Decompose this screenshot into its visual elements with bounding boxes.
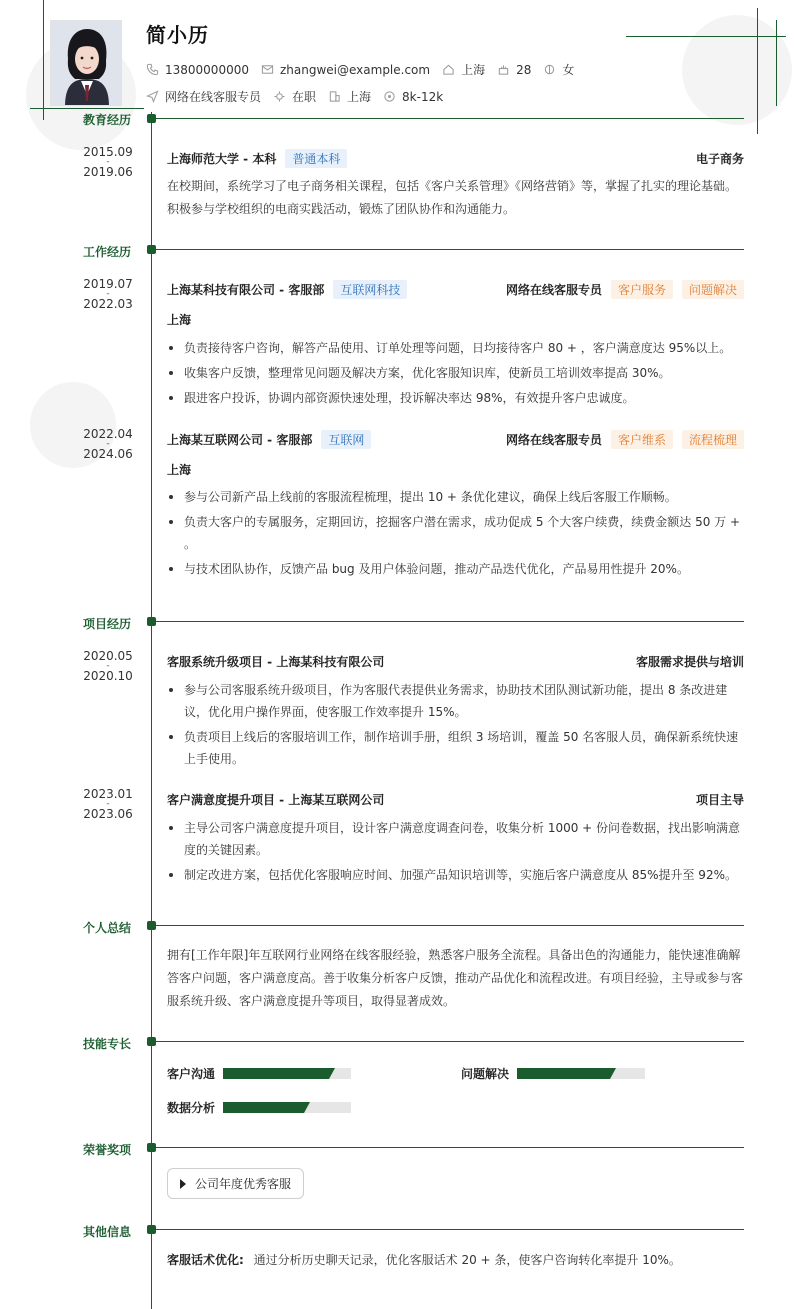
list-item: 负责大客户的专属服务，定期回访，挖掘客户潜在需求，成功促成 5 个大客户续费，续费金额达 50 万 + 。	[167, 511, 744, 555]
list-item: 主导公司客户满意度提升项目，设计客户满意度调查问卷，收集分析 1000 + 份问卷数据，找出影响满意度的关键因素。	[167, 817, 744, 861]
skill-tag: 客户维系	[611, 430, 673, 449]
date-dash: -	[106, 289, 110, 299]
other-info	[167, 1249, 744, 1272]
major: 电子商务	[695, 152, 744, 166]
age-icon	[497, 63, 510, 76]
list-item: 收集客户反馈，整理常见问题及解决方案，优化客服知识库，使新员工培训效率提高 30%。	[167, 362, 744, 384]
target-city-text: 上海	[347, 90, 372, 104]
decor-line	[30, 108, 144, 109]
other-text: 通过分析历史聊天记录，优化客服话术 20 + 条，使客户咨询转化率提升 10%。	[253, 1253, 681, 1267]
date-range	[77, 788, 139, 820]
home-icon	[442, 63, 455, 76]
section-title-other: 其他信息	[83, 1225, 132, 1239]
date-start: 2019.07	[83, 277, 133, 291]
section-title-work: 工作经历	[83, 245, 132, 259]
section-marker	[147, 1225, 156, 1234]
phone-text: 13800000000	[165, 62, 249, 77]
list-item: 参与公司新产品上线前的客服流程梳理，提出 10 + 条优化建议，确保上线后客服工作顺畅。	[167, 486, 744, 508]
list-item: 与技术团队协作，反馈产品 bug 及用户体验问题，推动产品迭代优化，产品易用性提升 20%。	[167, 558, 744, 580]
skill-name: 客户沟通	[167, 1067, 216, 1081]
project-name: 客户满意度提升项目 - 上海某互联网公司	[167, 793, 385, 807]
project-details	[167, 817, 744, 889]
intent-row	[146, 88, 455, 105]
school-name: 上海师范大学 - 本科	[167, 152, 277, 166]
skill-name: 问题解决	[461, 1067, 510, 1081]
project-role: 项目主导	[695, 793, 744, 807]
salary-item	[383, 90, 443, 104]
skill-name: 数据分析	[167, 1101, 216, 1115]
send-icon	[146, 90, 159, 103]
date-end: 2019.06	[83, 165, 133, 179]
salary-text: 8k-12k	[402, 89, 444, 104]
date-range	[77, 278, 139, 310]
section-marker	[147, 245, 156, 254]
job-position: 网络在线客服专员	[505, 433, 602, 447]
project-header	[167, 791, 744, 808]
list-item: 参与公司客服系统升级项目，作为客服代表提供业务需求，协助技术团队测试新功能，提出 8 条改进建议，优化用户操作界面，使客服工作效率提升 15%。	[167, 679, 744, 723]
summary-text: 拥有[工作年限]年互联网行业网络在线客服经验，熟悉客户服务全流程。具备出色的沟通能力，能快速准确解答客户问题，客户满意度高。善于收集分析客户反馈，推动产品优化和流程改进。有项目经验，主导或参与客服系统升级、客户满意度提升等项目，取得显著成效。	[167, 948, 744, 1008]
job-duties	[167, 486, 744, 583]
date-dash: -	[106, 439, 110, 449]
project-name: 客服系统升级项目 - 上海某科技有限公司	[167, 655, 385, 669]
decor-line	[43, 0, 44, 120]
job-location: 上海	[167, 313, 192, 327]
project-header	[167, 653, 744, 670]
target-job-text: 网络在线客服专员	[165, 90, 262, 104]
company-name: 上海某科技有限公司 - 客服部	[167, 283, 325, 297]
section-title-projects: 项目经历	[83, 617, 132, 631]
age-item	[497, 63, 531, 77]
list-item: 负责项目上线后的客服培训工作，制作培训手册，组织 3 场培训，覆盖 50 名客服人员，确保新系统快速上手使用。	[167, 726, 744, 770]
job-location: 上海	[167, 463, 192, 477]
skill-bar	[223, 1068, 351, 1079]
city-item	[442, 61, 485, 78]
date-range	[77, 428, 139, 460]
education-description: 在校期间，系统学习了电子商务相关课程，包括《客户关系管理》《网络营销》等，掌握了扎实的理论基础。积极参与学校组织的电商实践活动，锻炼了团队协作和沟通能力。	[167, 179, 738, 216]
section-divider	[156, 1229, 744, 1230]
skill-bar-fill	[517, 1068, 610, 1079]
status-item	[273, 88, 316, 105]
date-dash: -	[106, 799, 110, 809]
list-item: 跟进客户投诉，协调内部资源快速处理，投诉解决率达 98%，有效提升客户忠诚度。	[167, 387, 744, 409]
section-marker	[147, 1037, 156, 1046]
job-header	[167, 280, 744, 299]
skill-item	[167, 1099, 351, 1116]
decor-line	[757, 8, 758, 134]
date-end: 2024.06	[83, 447, 133, 461]
section-divider	[156, 118, 744, 119]
section-divider	[156, 925, 744, 926]
gender-item	[543, 61, 574, 78]
skill-item	[461, 1065, 645, 1082]
candidate-name: 简小历	[146, 23, 209, 47]
skill-tag: 问题解决	[682, 280, 744, 299]
avatar	[50, 20, 122, 106]
section-title-honors: 荣誉奖项	[83, 1143, 132, 1157]
date-start: 2022.04	[83, 427, 133, 441]
education-header	[167, 149, 744, 168]
salary-icon	[383, 90, 396, 103]
date-start: 2023.01	[83, 787, 133, 801]
date-range	[77, 650, 139, 682]
age-text: 28	[516, 62, 532, 77]
list-item: 负责接待客户咨询，解答产品使用、订单处理等问题，日均接待客户 80 + ，客户满意度达 95%以上。	[167, 337, 744, 359]
skill-item	[167, 1065, 351, 1082]
decor-line	[776, 20, 777, 106]
timeline-line	[151, 112, 152, 1309]
date-end: 2023.06	[83, 807, 133, 821]
project-details	[167, 679, 744, 773]
section-divider	[156, 249, 744, 250]
section-marker	[147, 1143, 156, 1152]
degree-tag: 普通本科	[285, 149, 347, 168]
section-marker	[147, 617, 156, 626]
company-name: 上海某互联网公司 - 客服部	[167, 433, 313, 447]
status-icon	[273, 90, 286, 103]
city-text: 上海	[461, 63, 486, 77]
target-job-item	[146, 88, 261, 105]
job-header	[167, 430, 744, 449]
project-role: 客服需求提供与培训	[635, 655, 744, 669]
gender-text: 女	[562, 63, 575, 77]
date-start: 2020.05	[83, 649, 133, 663]
award-badge	[167, 1168, 304, 1199]
date-start: 2015.09	[83, 145, 133, 159]
email-item	[261, 63, 430, 77]
building-icon	[328, 90, 341, 103]
date-range	[77, 146, 139, 178]
section-divider	[156, 621, 744, 622]
list-item: 制定改进方案，包括优化客服响应时间、加强产品知识培训等，实施后客户满意度从 85%提升至 92%。	[167, 864, 744, 886]
skill-bar-fill	[223, 1102, 304, 1113]
email-text: zhangwei@example.com	[279, 62, 431, 77]
other-label: 客服话术优化:	[167, 1253, 244, 1267]
skill-bar-fill	[223, 1068, 329, 1079]
date-end: 2022.03	[83, 297, 133, 311]
skill-bar	[517, 1068, 645, 1079]
section-divider	[156, 1041, 744, 1042]
contact-row	[146, 61, 586, 78]
job-position: 网络在线客服专员	[505, 283, 602, 297]
date-dash: -	[106, 157, 110, 167]
phone-item	[146, 63, 249, 77]
status-text: 在职	[292, 90, 317, 104]
gender-icon	[543, 63, 556, 76]
industry-tag: 互联网科技	[333, 280, 407, 299]
email-icon	[261, 63, 274, 76]
skill-tag: 客户服务	[611, 280, 673, 299]
job-duties	[167, 337, 744, 412]
triangle-icon	[180, 1179, 186, 1189]
section-title-summary: 个人总结	[83, 921, 132, 935]
skill-bar	[223, 1102, 351, 1113]
phone-icon	[146, 63, 159, 76]
award-name: 公司年度优秀客服	[195, 1177, 292, 1191]
section-divider	[156, 1147, 744, 1148]
skill-tag: 流程梳理	[682, 430, 744, 449]
section-title-skills: 技能专长	[83, 1037, 132, 1051]
date-end: 2020.10	[83, 669, 133, 683]
target-city-item	[328, 88, 371, 105]
section-marker	[147, 921, 156, 930]
section-title-education: 教育经历	[83, 113, 132, 127]
industry-tag: 互联网	[321, 430, 371, 449]
decor-line	[626, 36, 786, 37]
date-dash: -	[106, 661, 110, 671]
section-marker	[147, 114, 156, 123]
